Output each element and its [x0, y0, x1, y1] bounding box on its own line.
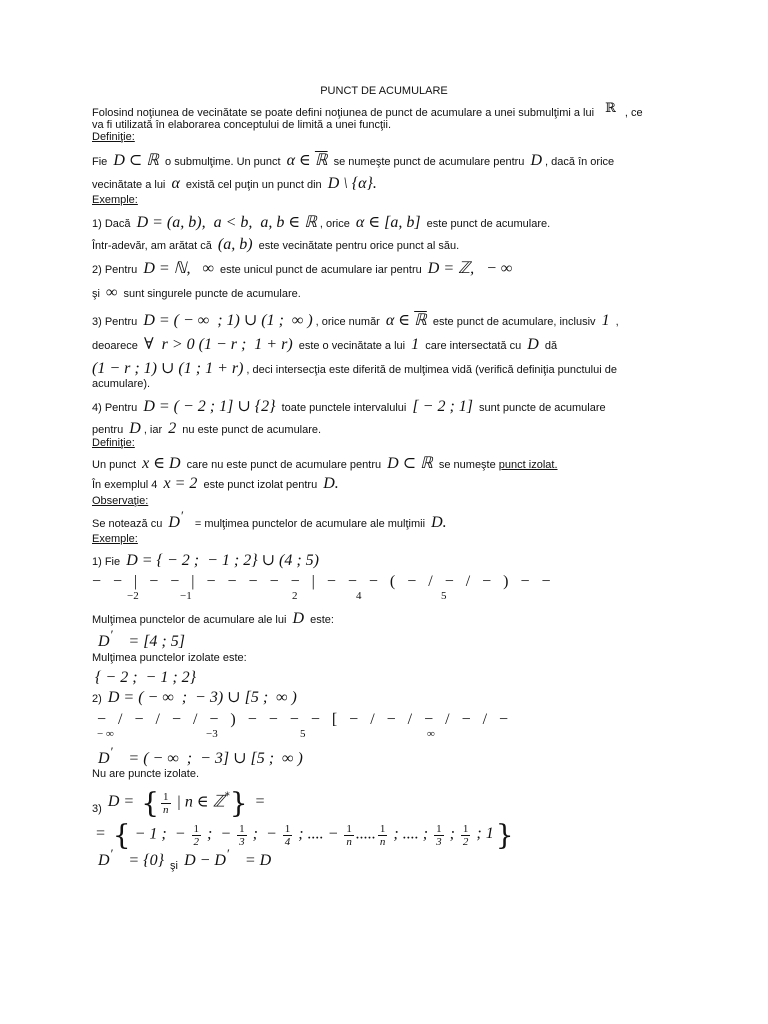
tick-label: 2 — [292, 590, 298, 602]
math-expr: ; .... ; — [389, 825, 433, 843]
math-expr: α — [171, 175, 180, 192]
tick-label: 4 — [356, 590, 362, 602]
math-expr: = D — [240, 852, 272, 869]
number-line-marks: − − | − − | − − − − − | − − − ( − / − / − ) − − — [92, 573, 551, 590]
math-expr: D = ( − ∞ ; 1) ∪ (1 ; ∞ ) — [143, 312, 313, 329]
prime-mark: ′ — [110, 627, 114, 642]
prime-mark: ′ — [180, 508, 184, 523]
text-run: care intersectată cu — [422, 340, 525, 352]
math-expr: D — [129, 420, 141, 437]
text-run: Mulţimea punctelor izolate este: — [92, 652, 247, 664]
fraction — [461, 823, 471, 848]
text-run: şi — [92, 288, 103, 300]
math-expr: x ∈ D — [142, 455, 181, 472]
math-expr: ∞ — [106, 284, 118, 301]
text-run: care nu este punct de acumulare pentru — [183, 459, 385, 471]
math-expr: D ⊂ ℝ — [113, 152, 159, 169]
math-expr: [ − 2 ; 1] — [412, 398, 473, 415]
heading-text: Exemple: — [92, 533, 138, 545]
tick-label: ∞ — [427, 728, 435, 740]
tick-label: − ∞ — [97, 728, 114, 740]
heading-text: Definiţie: — [92, 131, 135, 143]
math-expr: D. — [323, 475, 339, 492]
example-1-line — [92, 213, 550, 234]
math-expr: ; − — [248, 825, 281, 843]
number-line-1-labels — [0, 589, 768, 605]
math-expr: α ∈ — [385, 312, 415, 329]
text-run: nu este punct de acumulare. — [179, 424, 322, 436]
math-expr: (1 − r ; 1) ∪ (1 ; 1 + r) — [92, 360, 244, 377]
text-run: şi — [167, 860, 182, 872]
math-expr: ℝ — [605, 100, 616, 115]
math-expr: D − D — [184, 852, 226, 869]
text-run: se numeşte — [435, 459, 499, 471]
math-expr: D — [98, 852, 110, 869]
page-title — [0, 81, 768, 101]
fraction-denominator: 3 — [239, 836, 245, 848]
math-expr: − 1 ; − — [130, 825, 190, 843]
set-example-2-definition — [92, 688, 300, 709]
example-1-explanation — [92, 235, 459, 256]
math-expr: ∀ r > 0 (1 − r ; 1 + r) — [143, 336, 293, 353]
set-example-3-definition — [92, 786, 268, 820]
math-expr: D ⊂ ℝ — [387, 455, 433, 472]
math-expr: D — [527, 336, 539, 353]
no-isolated-points-note — [92, 764, 199, 784]
right-brace: } — [229, 786, 248, 820]
fraction-numerator: 1 — [193, 823, 200, 835]
accumulation-set-label — [92, 609, 334, 630]
text-run: acumulare). — [92, 378, 151, 390]
fraction — [378, 823, 388, 848]
text-run: sunt puncte de acumulare — [476, 402, 606, 414]
math-expr: x = 2 — [163, 475, 198, 492]
math-expr: D = ( − ∞ ; − 3) ∪ [5 ; ∞ ) — [107, 689, 297, 706]
fraction — [344, 823, 354, 848]
set-example-3-expansion — [92, 818, 514, 852]
math-expr: D = { − 2 ; − 1 ; 2} ∪ (4 ; 5) — [126, 552, 319, 569]
set-example-1-definition — [92, 551, 322, 572]
fraction-denominator: n — [163, 804, 169, 816]
example-3-line-3 — [92, 359, 617, 380]
math-expr: D — [292, 610, 305, 627]
fraction — [192, 823, 202, 848]
isolated-set-label — [92, 648, 247, 668]
math-expr: = — [95, 825, 110, 843]
example-4-line-1 — [92, 397, 606, 418]
fraction-denominator: n — [346, 836, 352, 848]
heading-exemple-2 — [92, 529, 138, 549]
set-example-3-conclusion — [92, 846, 274, 872]
text-run: va fi utilizată în elaborarea conceptului de limită a unei funcţii. — [92, 119, 392, 131]
left-brace: { — [112, 818, 131, 852]
text-run: , orice număr — [315, 316, 383, 328]
prime-mark: ′ — [226, 846, 230, 861]
math-expr: = {0} — [124, 852, 164, 869]
math-expr: { − 2 ; − 1 ; 2} — [95, 669, 197, 686]
tick-label: 5 — [300, 728, 306, 740]
heading-text: Observaţie: — [92, 495, 149, 507]
text-run: , orice — [319, 218, 353, 230]
fraction-denominator: 4 — [284, 836, 291, 848]
right-brace: } — [495, 818, 514, 852]
text-run: toate punctele intervalului — [278, 402, 410, 414]
math-expr: D. — [431, 514, 447, 531]
text-run: pentru — [92, 424, 127, 436]
text-run: , ce — [624, 107, 643, 119]
math-expr: = [4 ; 5] — [124, 633, 185, 650]
math-expr: ℝ — [414, 312, 427, 329]
math-expr: D \ {α}. — [327, 175, 377, 192]
math-expr: α ∈ [a, b] — [355, 214, 421, 231]
math-expr: ℝ — [314, 152, 328, 169]
text-run: , dacă în orice — [545, 156, 615, 168]
text-run: este punct de acumulare. — [423, 218, 551, 230]
math-expr: D = ℕ, ∞ — [143, 260, 214, 277]
text-run: 2) — [92, 693, 105, 705]
isolated-set-result — [92, 668, 199, 689]
text-run: 2) Pentru — [92, 264, 141, 276]
fraction-denominator: n — [379, 836, 386, 848]
fraction — [161, 791, 171, 816]
text-run: dă — [541, 340, 558, 352]
prime-mark: ′ — [110, 846, 114, 861]
fraction-denominator: 2 — [462, 836, 469, 848]
text-run: Nu are puncte izolate. — [92, 768, 200, 780]
title-text: PUNCT DE ACUMULARE — [320, 85, 448, 97]
fraction-numerator: 1 — [346, 823, 352, 835]
prime-mark: ′ — [110, 744, 114, 759]
math-expr: 1 — [601, 312, 610, 329]
math-expr: ; − — [203, 825, 236, 843]
math-expr: ..... — [355, 825, 376, 843]
example-2-line-2 — [92, 283, 301, 304]
math-expr: = — [250, 793, 266, 811]
text-run: 4) Pentru — [92, 402, 141, 414]
fraction — [237, 823, 247, 848]
heading-definitie — [92, 127, 135, 147]
text-run: există cel puţin un punct din — [182, 179, 325, 191]
text-run: = mulţimea punctelor de acumulare ale mulţimii — [191, 518, 429, 530]
example-3-line-1 — [92, 311, 619, 332]
definition-isolated-point — [92, 454, 558, 475]
heading-definitie-2 — [92, 433, 135, 453]
heading-observatie — [92, 491, 148, 511]
text-run: este vecinătate pentru orice punct al său. — [255, 240, 460, 252]
fraction-numerator: 1 — [284, 823, 291, 835]
math-expr: 1 — [411, 336, 420, 353]
math-expr: D = — [107, 793, 139, 811]
example-3-line-2 — [92, 335, 557, 356]
fraction-numerator: 1 — [436, 823, 442, 835]
text-run: este punct de acumulare, inclusiv — [429, 316, 599, 328]
text-run: 3) — [92, 803, 105, 816]
math-expr: ; — [445, 825, 459, 843]
text-run: deoarece — [92, 340, 141, 352]
math-expr: = ( − ∞ ; − 3] ∪ [5 ; ∞ ) — [124, 750, 303, 767]
fraction-numerator: 1 — [239, 823, 245, 835]
fraction-denominator: 2 — [193, 836, 200, 848]
observation-line — [92, 508, 450, 534]
text-run: este: — [307, 614, 334, 626]
text-run: Fie — [92, 156, 111, 168]
text-run: Mulţimea punctelor de acumulare ale lui — [92, 614, 290, 626]
text-run: se numeşte punct de acumulare pentru — [330, 156, 528, 168]
tick-label: −1 — [180, 590, 192, 602]
text-run: o submulţime. Un punct — [161, 156, 284, 168]
intro-line-2 — [92, 115, 391, 135]
tick-label: 5 — [441, 590, 447, 602]
text-run: , — [612, 316, 619, 328]
underlined-term: punct izolat. — [498, 459, 558, 471]
heading-text: Exemple: — [92, 194, 138, 206]
math-expr: D — [98, 633, 110, 650]
text-run: Un punct — [92, 459, 140, 471]
text-run: , iar — [143, 424, 166, 436]
text-run: 1) Dacă — [92, 218, 134, 230]
text-run: În exemplul 4 — [92, 479, 161, 491]
text-run: sunt singurele puncte de acumulare. — [120, 288, 301, 300]
superscript: * — [224, 791, 230, 803]
fraction-numerator: 1 — [379, 823, 386, 835]
math-expr: D — [168, 514, 180, 531]
math-expr: D = (a, b), a < b, a, b ∈ ℝ — [136, 214, 317, 231]
heading-exemple — [92, 190, 138, 210]
math-expr: (a, b) — [217, 236, 253, 253]
text-run: , deci intersecţia este diferită de mulţimea vidă (verifică definiţia punctului de — [246, 364, 617, 376]
heading-text: Definiţie: — [92, 437, 135, 449]
fraction-denominator: 3 — [436, 836, 442, 848]
math-expr: D — [530, 152, 543, 169]
text-run: este o vecinătate a lui — [295, 340, 409, 352]
math-expr: D — [98, 750, 110, 767]
tick-label: −2 — [127, 590, 139, 602]
math-expr: | n ∈ ℤ — [172, 793, 225, 811]
text-run: este punct izolat pentru — [200, 479, 321, 491]
fraction-numerator: 1 — [462, 823, 469, 835]
text-run: Într-adevăr, am arătat că — [92, 240, 215, 252]
fraction — [283, 823, 293, 848]
math-expr: ; 1 — [472, 825, 494, 843]
fraction-numerator: 1 — [163, 791, 169, 803]
left-brace: { — [141, 786, 160, 820]
math-expr: α ∈ — [286, 152, 315, 169]
math-expr: D = ℤ, − ∞ — [427, 260, 513, 277]
definition-line-1 — [92, 151, 614, 172]
text-run: 3) Pentru — [92, 316, 141, 328]
number-line-2-labels — [0, 727, 768, 743]
text-run: este unicul punct de acumulare iar pentru — [216, 264, 425, 276]
example-3-line-4 — [92, 374, 150, 394]
fraction — [434, 823, 444, 848]
text-run: vecinătate a lui — [92, 179, 169, 191]
number-line-marks: − / − / − / − ) − − − − [ − / − / − / − / − — [97, 711, 509, 728]
text-run: 1) Fie — [92, 556, 124, 568]
text-run: Folosind noţiunea de vecinătate se poate defini noţiunea de punct de acumulare a unei submulţimi a lui — [92, 107, 595, 119]
math-expr: D = ( − 2 ; 1] ∪ {2} — [143, 398, 276, 415]
math-expr: 2 — [168, 420, 177, 437]
example-2-line-1 — [92, 259, 515, 280]
text-run: Se notează cu — [92, 518, 166, 530]
math-expr: ; .... − — [294, 825, 343, 843]
tick-label: −3 — [206, 728, 218, 740]
